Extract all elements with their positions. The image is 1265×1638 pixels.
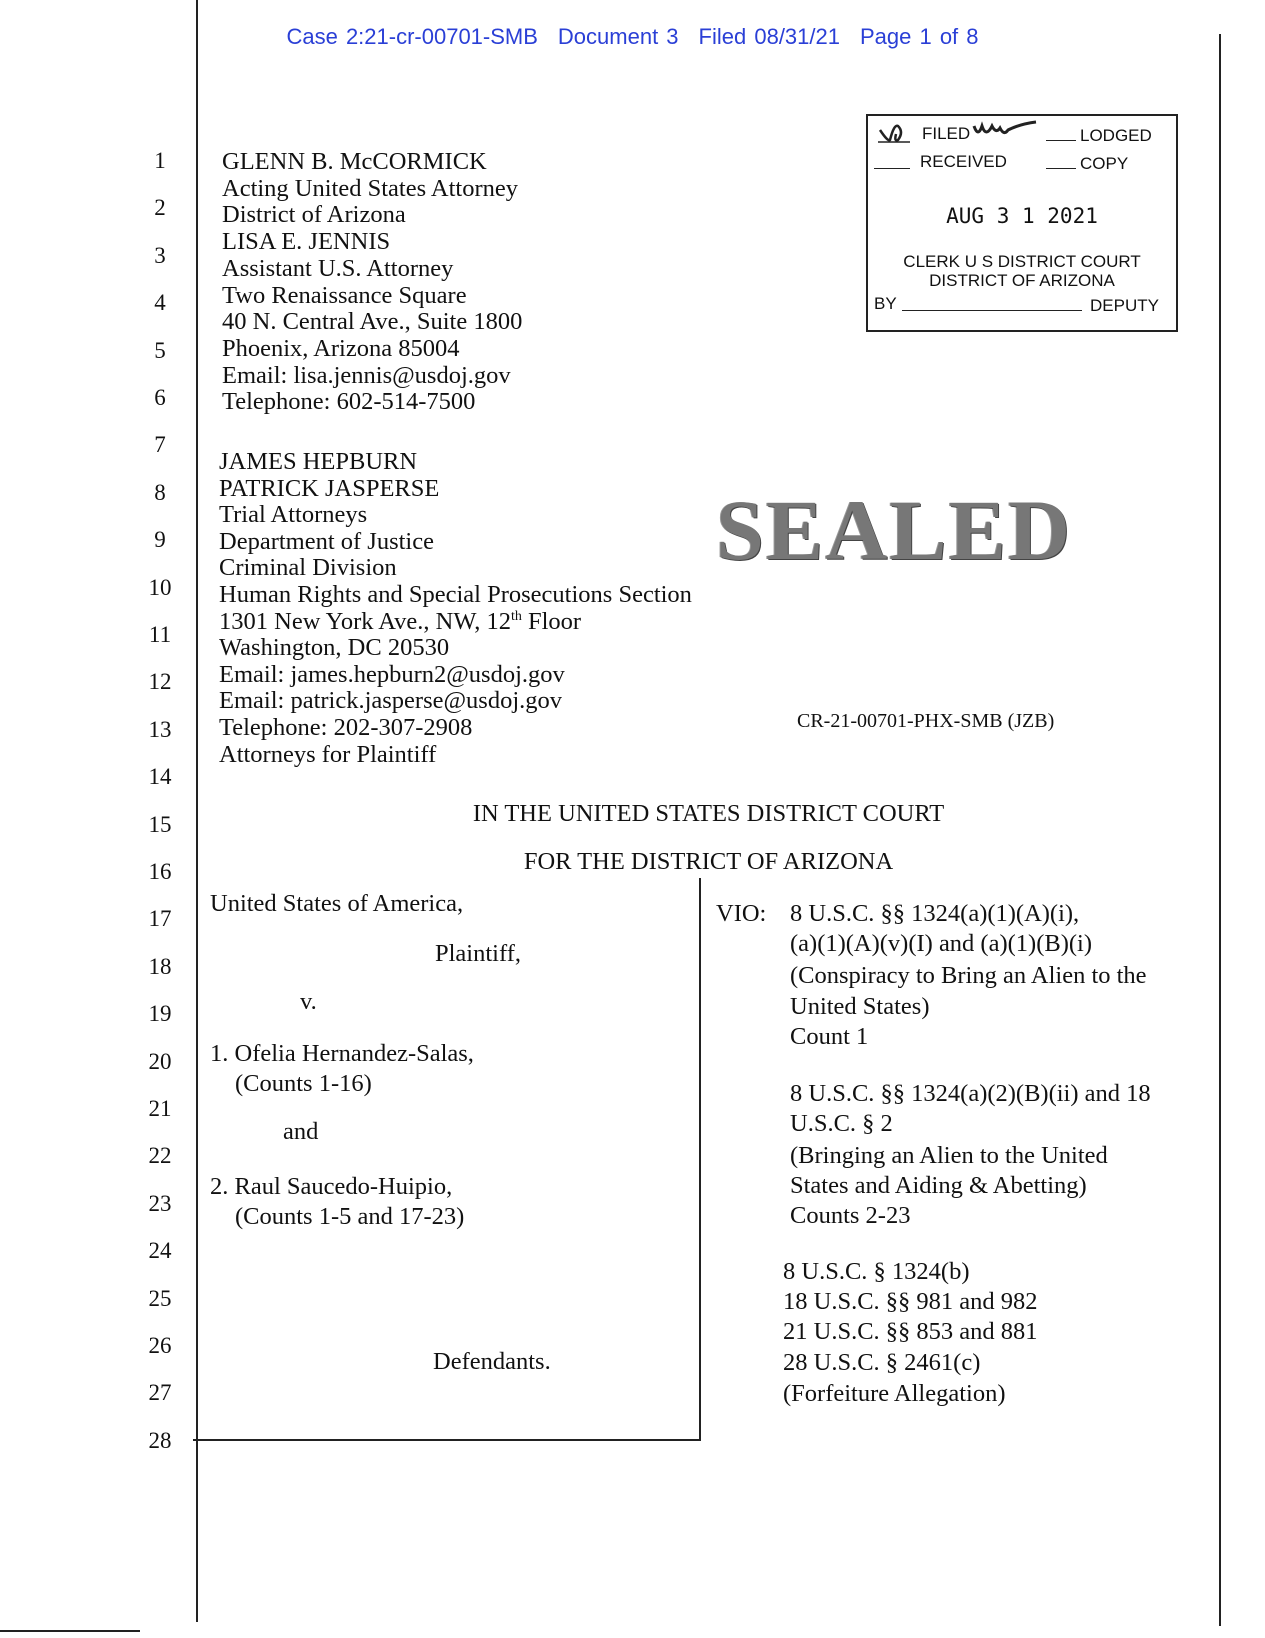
defendant-1: 1. Ofelia Hernandez-Salas, (210, 1040, 474, 1067)
copy-blank (1046, 168, 1076, 169)
stamp-district: DISTRICT OF ARIZONA (929, 271, 1115, 290)
lodged-blank (1046, 140, 1076, 141)
attorney-line: Phoenix, Arizona 85004 (222, 334, 460, 362)
attorney-line: Trial Attorneys (219, 501, 368, 529)
and-text: and (283, 1118, 319, 1145)
line-number: 23 (148, 1190, 172, 1216)
line-number: 6 (154, 385, 166, 410)
received-blank (874, 168, 910, 169)
attorney-line: GLENN B. McCORMICK (222, 148, 487, 175)
attorney-line: Attorneys for Plaintiff (219, 740, 437, 768)
line-number: 25 (148, 1285, 172, 1311)
line-number: 17 (148, 906, 172, 932)
attorney-line: Human Rights and Special Prosecutions Section (219, 581, 692, 608)
attorney-line: PATRICK JASPERSE (219, 474, 440, 502)
versus: v. (300, 988, 317, 1015)
line-number: 21 (148, 1096, 172, 1121)
attorney-line: Washington, DC 20530 (219, 634, 450, 662)
violation-line: (Forfeiture Allegation) (783, 1380, 1006, 1407)
line-number: 5 (154, 337, 166, 363)
line-number: 20 (148, 1048, 172, 1074)
attorney-line: Criminal Division (219, 554, 397, 582)
ecf-header (0, 24, 1265, 50)
right-margin-rule (1219, 34, 1221, 1626)
vio-label: VIO: (716, 900, 767, 927)
bottom-rule (0, 1630, 140, 1632)
sealed-stamp: SEALED (716, 482, 1073, 578)
line-number: 15 (148, 811, 172, 837)
violation-line: 8 U.S.C. §§ 1324(a)(2)(B)(ii) and 18 (790, 1080, 1151, 1107)
violation-line: (Conspiracy to Bring an Alien to the (790, 962, 1147, 989)
court-name: IN THE UNITED STATES DISTRICT COURT (472, 800, 945, 827)
filed-stamp (866, 114, 1178, 332)
violation-line: 21 U.S.C. §§ 853 and 881 (783, 1318, 1038, 1345)
attorney-line: Two Renaissance Square (222, 281, 467, 309)
clerk-initials-signature (970, 116, 1040, 142)
attorney-line: Department of Justice (219, 527, 434, 555)
deputy-blank (902, 310, 1082, 311)
attorney-line: JAMES HEPBURN (219, 448, 418, 475)
page-number: Page 1 of 8 (859, 24, 979, 49)
violation-line: States and Aiding & Abetting) (790, 1172, 1087, 1199)
line-number: 9 (154, 527, 166, 553)
line-number: 24 (148, 1238, 172, 1264)
stamp-date: AUG 3 1 2021 (946, 204, 1098, 228)
attorney-line: Email: lisa.jennis@usdoj.gov (222, 361, 511, 389)
violation-line: Count 1 (790, 1023, 869, 1050)
stamp-received: RECEIVED (920, 152, 1007, 171)
line-number: 16 (148, 859, 172, 884)
violation-line: United States) (790, 993, 930, 1020)
defendant-1-counts: (Counts 1-16) (235, 1070, 372, 1097)
line-number: 22 (148, 1143, 172, 1169)
defendant-2: 2. Raul Saucedo-Huipio, (210, 1173, 453, 1200)
line-number: 7 (154, 432, 166, 458)
attorney-line: Telephone: 202-307-2908 (219, 714, 473, 741)
stamp-deputy: DEPUTY (1090, 296, 1159, 315)
violation-line: U.S.C. § 2 (790, 1110, 893, 1137)
stamp-lodged: LODGED (1080, 126, 1152, 145)
line-number: 26 (148, 1333, 172, 1358)
court-district: FOR THE DISTRICT OF ARIZONA (523, 848, 894, 875)
defendant-2-counts: (Counts 1-5 and 17-23) (235, 1203, 465, 1230)
caption-divider (699, 878, 701, 1440)
caption-bottom-rule (193, 1439, 701, 1441)
defendants-label: Defendants. (433, 1348, 551, 1375)
plaintiff-label: Plaintiff, (435, 940, 521, 967)
line-number: 19 (148, 1001, 172, 1027)
line-number: 12 (148, 669, 172, 695)
case-number: CR-21-00701-PHX-SMB (JZB) (797, 710, 1055, 732)
violation-line: Counts 2-23 (790, 1202, 911, 1229)
stamp-copy: COPY (1080, 154, 1129, 173)
line-number: 14 (148, 764, 172, 790)
violation-line: 8 U.S.C. § 1324(b) (783, 1258, 970, 1285)
attorney-line: LISA E. JENNIS (222, 228, 391, 256)
attorney-line: Assistant U.S. Attorney (222, 254, 454, 282)
violation-line: 8 U.S.C. §§ 1324(a)(1)(A)(i), (790, 900, 1080, 927)
line-number: 18 (148, 953, 172, 979)
line-number: 13 (148, 716, 172, 742)
violation-line: (a)(1)(A)(v)(I) and (a)(1)(B)(i) (790, 930, 1092, 957)
line-number: 11 (148, 622, 172, 647)
stamp-clerk: CLERK U S DISTRICT COURT (903, 252, 1141, 271)
attorney-line: Email: patrick.jasperse@usdoj.gov (219, 687, 563, 715)
line-number: 10 (148, 574, 172, 600)
line-number: 27 (148, 1380, 172, 1406)
attorney-line: Email: james.hepburn2@usdoj.gov (219, 660, 565, 688)
attorney-line: District of Arizona (222, 201, 406, 229)
checkmark-signature-icon (876, 120, 912, 146)
filed-date: Filed 08/31/21 (698, 24, 840, 49)
line-number: 28 (148, 1427, 172, 1453)
plaintiff-name: United States of America, (210, 890, 464, 917)
case-number-header: Case 2:21-cr-00701-SMB (286, 24, 538, 49)
stamp-filed: FILED (922, 124, 971, 143)
violation-line: (Bringing an Alien to the United (790, 1142, 1108, 1169)
stamp-by: BY (874, 294, 897, 313)
violation-line: 18 U.S.C. §§ 981 and 982 (783, 1288, 1038, 1315)
line-number: 1 (154, 148, 166, 173)
attorney-line: Telephone: 602-514-7500 (222, 388, 476, 416)
line-number: 3 (154, 242, 166, 268)
violation-line: 28 U.S.C. § 2461(c) (783, 1349, 981, 1376)
line-number: 8 (154, 479, 166, 505)
line-number: 4 (154, 290, 166, 316)
attorney-line: Acting United States Attorney (222, 174, 518, 202)
attorney-line: 40 N. Central Ave., Suite 1800 (222, 308, 523, 336)
document-number: Document 3 (557, 24, 679, 49)
line-number: 2 (154, 195, 166, 221)
attorney-line: 1301 New York Ave., NW, 12th Floor (219, 607, 582, 635)
